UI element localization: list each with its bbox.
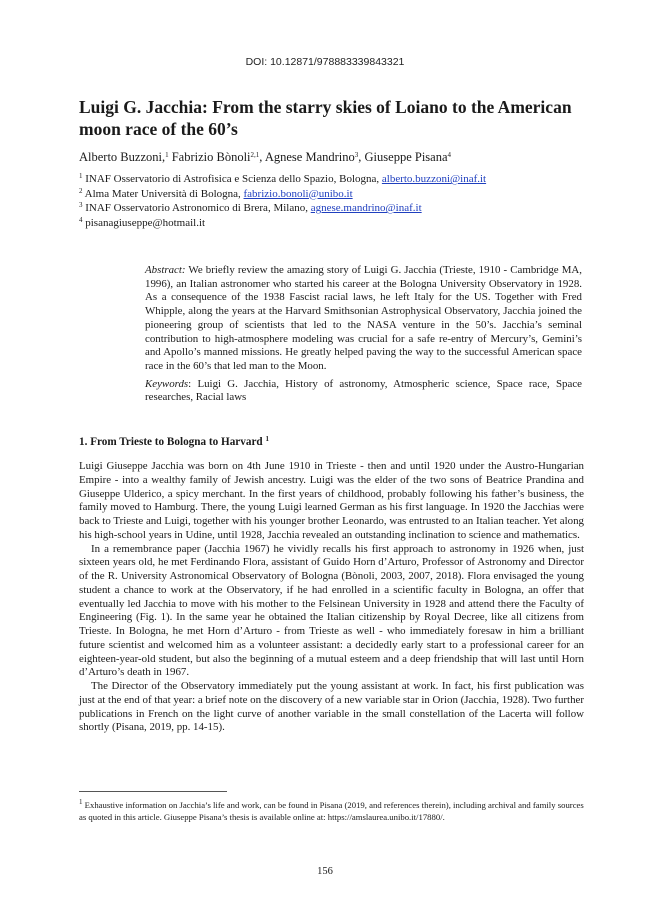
affiliation-item (79, 216, 589, 231)
footnote-text: Exhaustive information on Jacchia’s life and work, can be found in Pisana (2019, and references therein), including archival and family sources as quoted in this article. Giuseppe Pisana’s thesis is available online at: https://amslaurea.unibo.it/17880/. (79, 800, 584, 822)
abstract-paragraph (145, 264, 582, 374)
body-text (79, 460, 584, 735)
author-affil-marker: 1 (165, 151, 169, 159)
affiliation-number: 4 (79, 215, 83, 224)
section-heading (79, 436, 269, 448)
author-name: Alberto Buzzoni, (79, 150, 166, 164)
body-paragraph: In a remembrance paper (Jacchia 1967) he vividly recalls his first approach to astronomy in 1926 when, just sixteen years old, he met Ferdinando Flora, assistant of Guido Horn d’Arturo, Professor of Astronomy and Director of the R. University Astronomical Observatory of Bologna (Bònoli, 2003, 2007, 2018). Flora envisaged the young student a chance to work at the Observatory, if he had enrolled in a scientific faculty in Bologna, an offer that eventually led Jacchia to move with his mother to the Felsinean University in 1928 and attend there the Faculty of Engineering (Fig. 1). In the same year he obtained the Italian citizenship by Royal Decree, like all citizens from Trieste. In Bologna, he met Horn d’Arturo - from Trieste as well - who immediately foresaw in him a brilliant future scientist and welcomed him as a volunteer assistant: a decidedly early start to a professional career for an eighteen-year-old student, but also the beginning of a mutual esteem and a deep friendship that will last until Horn d’Arturo’s death in 1967. (79, 542, 584, 679)
keywords-label: Keywords (145, 377, 189, 390)
author-email-link[interactable]: alberto.buzzoni@inaf.it (381, 173, 487, 185)
abstract-block (145, 264, 582, 405)
paper-title: Luigi G. Jacchia: From the starry skies of Loiano to the American moon race of the 60’s (79, 97, 572, 139)
affiliation-item (79, 172, 589, 187)
affiliation-text: INAF Osservatorio di Astrofisica e Scienza dello Spazio, Bologna, (85, 173, 382, 185)
author-email-link[interactable]: fabrizio.bonoli@unibo.it (243, 187, 353, 200)
body-paragraph: The Director of the Observatory immediately put the young assistant at work. In fact, his first publication was just at the end of that year: a brief note on the discovery of a new variable star in Orion (Jacchia, 1928). Two further publications in French on the light curve of another variable in the small constellation of the Lacerta will follow shortly (Pisana, 2019, pp. 14-15). (79, 680, 584, 734)
affiliation-number: 3 (79, 201, 83, 209)
affiliation-list (79, 172, 589, 230)
abstract-text: We briefly review the amazing story of Luigi G. Jacchia (Trieste, 1910 - Cambridge MA, 1996), an Italian astronomer who started his career at the Bologna University Observatory in 1928. As a consequence of the 1938 Fascist racial laws, he left Italy for the US. Together with Fred Whipple, along the years at the Harvard Smithsonian Astrophysical Observatory, Jacchia joined the pioneering group of scientists that led to the NASA venture in the 50’s. Jacchia’s seminal contribution to high-atmosphere modeling was crucial for a safe re-entry of Mercury’s, Gemini’s and Apollo’s manned missions. He greatly helped paving the way to the successful American space race in the 60’s that led man to the Moon. (145, 264, 582, 372)
author-email-link[interactable]: agnese.mandrino@inaf.it (310, 202, 422, 214)
doi-header: DOI: 10.12871/978883339843321 (245, 56, 405, 68)
author-affil-marker: 2,1 (250, 151, 260, 159)
footnote-divider (79, 791, 227, 792)
keywords-paragraph (145, 378, 582, 405)
affiliation-text: Alma Mater Università di Bologna, (84, 187, 244, 200)
affiliation-number: 2 (79, 186, 83, 195)
author-affil-marker: 3 (354, 151, 359, 159)
author-name: Fabrizio Bònoli (171, 150, 251, 164)
page-number: 156 (317, 866, 333, 877)
affiliation-text: INAF Osservatorio Astronomico di Brera, Milano, (85, 202, 311, 214)
keywords-text: : Luigi G. Jacchia, History of astronomy, Atmospheric science, Space race, Space researches, Racial laws (145, 377, 582, 404)
footnote (79, 799, 584, 823)
affiliation-item (79, 201, 589, 216)
footnote-marker: 1 (265, 435, 269, 443)
affiliation-number: 1 (79, 172, 83, 180)
footnote-number: 1 (79, 798, 83, 806)
author-name: Giuseppe Pisana (364, 150, 448, 164)
body-paragraph: Luigi Giuseppe Jacchia was born on 4th June 1910 in Trieste - then and until 1920 under the Austro-Hungarian Empire - into a wealthy family of Jewish ancestry. Luigi was the elder of the two sons of Beatrice Prandina and Giuseppe Ulderico, a spicy merchant. In the first years of childhood, probably following his father’s business, the family moved to Hamburg. There, the young Luigi learned German as his first language. In 1920 the Jacchias were back to Trieste and Luigi, together with his younger brother Leonardo, was entrusted to an Italian teacher. Yet along his high-school years in Udine, until 1928, Jacchia revealed an outstanding inclination to science and mathematics. (79, 460, 584, 541)
affiliation-item (79, 187, 589, 202)
author-list: Alberto Buzzoni,$^1$ Fabrizio Bònoli$^{2,1}$, Agnese Mandrino$^3$, Giuseppe Pisana$^4$ (79, 150, 452, 164)
author-name: Agnese Mandrino (264, 150, 355, 164)
affiliation-text: pisanagiuseppe@hotmail.it (85, 216, 206, 229)
section-title: 1. From Trieste to Bologna to Harvard (79, 436, 263, 448)
author-affil-marker: 4 (447, 151, 452, 159)
abstract-label: Abstract: (145, 264, 186, 276)
